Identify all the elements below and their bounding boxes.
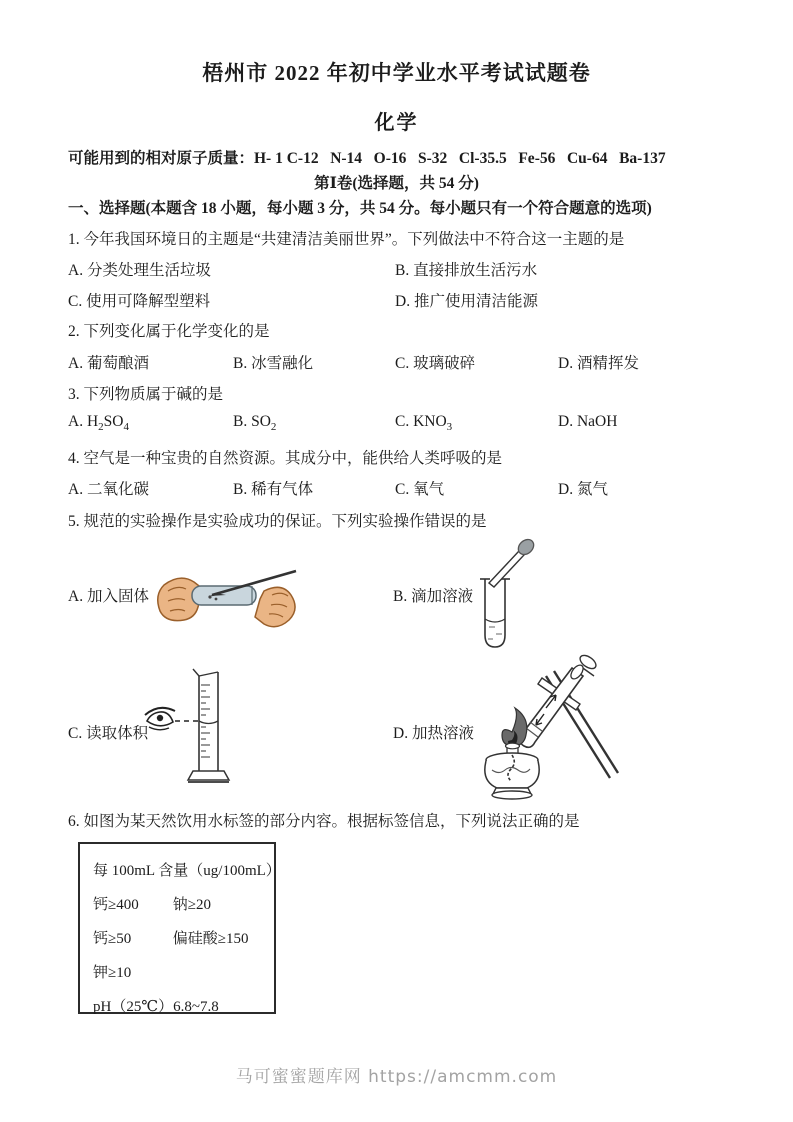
section-heading: 一、选择题(本题含 18 小题，每小题 3 分，共 54 分。每小题只有一个符合题意的选项) <box>68 200 652 217</box>
q5-option-b-label: B. 滴加溶液 <box>393 588 474 605</box>
water-label-row-3 <box>93 956 274 990</box>
q2-option-d: D. 酒精挥发 <box>558 355 639 372</box>
lamp-bowl <box>485 761 539 788</box>
q1-option-d: D. 推广使用清洁能源 <box>395 293 538 310</box>
heat-solution-illustration <box>460 648 626 806</box>
q3-option-a: A. $H_2SO_4$ <box>68 413 129 434</box>
drop-solution-illustration <box>465 535 543 655</box>
water-label-row-4 <box>93 990 274 1024</box>
potassium-value: 钾≥10 <box>93 965 132 981</box>
question-4-stem: 4. 空气是一种宝贵的自然资源。其成分中，能供给人类呼吸的是 <box>68 450 503 467</box>
right-hand <box>255 587 295 626</box>
q5-option-d-label: D. 加热溶液 <box>393 725 474 742</box>
q3-option-b: B. $SO_2$ <box>233 413 277 434</box>
question-6-stem: 6. 如图为某天然饮用水标签的部分内容。根据标签信息，下列说法正确的是 <box>68 813 580 830</box>
question-3-stem: 3. 下列物质属于碱的是 <box>68 386 224 403</box>
q2-option-c: C. 玻璃破碎 <box>395 355 476 372</box>
metasilicic-acid-value: 偏硅酸≥150 <box>172 931 249 947</box>
q4-option-b: B. 稀有气体 <box>233 481 314 498</box>
q4-option-a: A. 二氧化碳 <box>68 481 149 498</box>
water-label-box <box>78 842 281 1015</box>
calcium-value: 钙≥400 <box>93 897 139 913</box>
sodium-value: 钠≥20 <box>172 897 211 913</box>
question-1-stem: 1. 今年我国环境日的主题是“共建清洁美丽世界”。下列做法中不符合这一主题的是 <box>68 231 625 248</box>
q1-option-c: C. 使用可降解型塑料 <box>68 293 211 310</box>
q4-option-d: D. 氮气 <box>558 481 608 498</box>
q1-option-b: B. 直接排放生活污水 <box>395 262 538 279</box>
water-label-title: 每 100mL 含量（ug/100mL） <box>93 863 281 879</box>
q1-option-a: A. 分类处理生活垃圾 <box>68 262 211 279</box>
q4-option-c: C. 氧气 <box>395 481 445 498</box>
q3-option-d: D. NaOH <box>558 413 618 430</box>
watermark-site-link: 马可蜜蜜题库网 https://amcmm.com <box>235 1067 558 1087</box>
q2-option-a: A. 葡萄酿酒 <box>68 355 149 372</box>
read-volume-illustration <box>133 663 245 795</box>
cylinder-base <box>188 771 229 780</box>
q3-option-c: C. $KNO_3$ <box>395 413 453 434</box>
water-label-row-1 <box>93 888 274 922</box>
calcium2-value: 钙≥50 <box>93 931 132 947</box>
ph-value: pH（25℃）6.8~7.8 <box>93 999 219 1015</box>
graduated-cylinder <box>188 669 229 782</box>
liquid-meniscus <box>199 721 218 724</box>
question-2-stem: 2. 下列变化属于化学变化的是 <box>68 323 270 340</box>
q5-option-c-label: C. 读取体积 <box>68 725 149 742</box>
test-tube <box>485 579 505 647</box>
atomic-masses-line: 可能用到的相对原子质量：H- 1 C-12 N-14 O-16 S-32 Cl-35.5 Fe-56 Cu-64 Ba-137 <box>68 150 666 167</box>
water-label-row-2 <box>93 922 274 956</box>
dropper <box>489 536 537 587</box>
horizontal-test-tube <box>192 586 256 605</box>
q2-option-b: B. 冰雪融化 <box>233 355 314 372</box>
q5-option-a-label: A. 加入固体 <box>68 588 149 605</box>
question-5-stem: 5. 规范的实验操作是实验成功的保证。下列实验操作错误的是 <box>68 513 487 530</box>
part-heading: 第Ⅰ卷(选择题，共 54 分) <box>314 175 479 192</box>
add-solid-illustration <box>148 545 300 653</box>
page-title: 梧州市 2022 年初中学业水平考试试题卷 <box>202 61 591 85</box>
subject-title: 化学 <box>374 112 419 134</box>
eye-icon <box>145 708 175 730</box>
